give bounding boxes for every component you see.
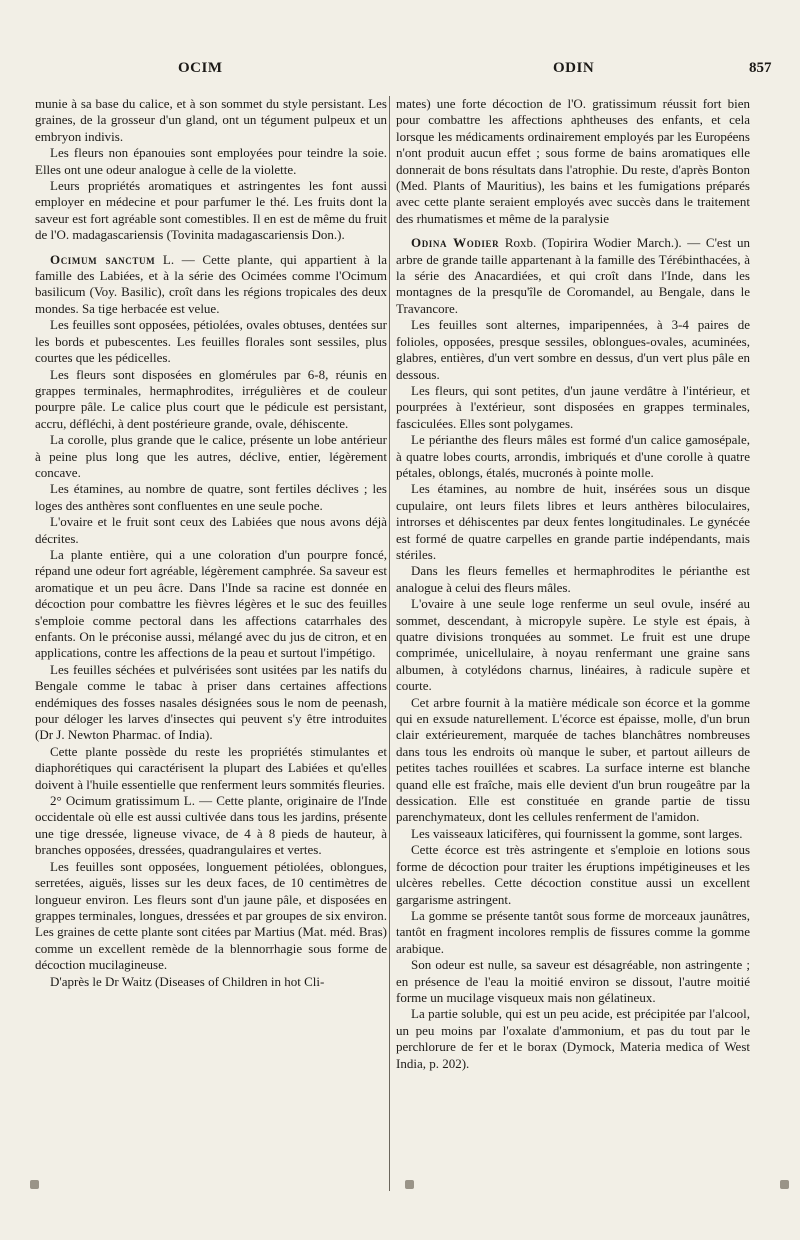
text-paragraph (396, 908, 750, 957)
text-paragraph (396, 1006, 750, 1072)
paragraph-text: L. — Cette plante, qui appartient à la famille des Labiées, et à la série des Ocimées comme l'Ocimum basilicum (Voy. Basilic), croît dans les régions tropicales des deux mondes. Sa tige herbacée est velue. (35, 251, 387, 316)
scan-mark (405, 1180, 414, 1189)
scan-mark (780, 1180, 789, 1189)
text-paragraph (396, 317, 750, 383)
text-paragraph (396, 826, 750, 842)
paragraph-text: Roxb. (Topirira Wodier March.). — C'est un arbre de grande taille appartenant à la famille des Térébinthacées, à la série des Anacardiées, et qui croît dans l'Inde, dans les montagnes de la presqu'île de Coromandel, au Bengale, dans le Travancore. (396, 235, 750, 316)
left-column (35, 96, 387, 1206)
text-paragraph (396, 695, 750, 826)
paragraph-text: munie à sa base du calice, et à son sommet du style persistant. Les graines, de la grosseur d'un gland, ont un tégument pulpeux et un embryon indivis. (35, 96, 387, 144)
paragraph-text: Les vaisseaux laticifères, qui fournissent la gomme, sont larges. (411, 825, 743, 841)
paragraph-text: Le périanthe des fleurs mâles est formé d'un calice gamosépale, à quatre lobes courts, arrondis, imbriqués et d'une corolle à quatre pétales, oblongs, étalés, mucronés à pointe molle. (396, 432, 750, 480)
paragraph-text: La plante entière, qui a une coloration d'un pourpre foncé, répand une odeur fort agréable, légèrement camphrée. Sa saveur est aromatique et un peu âcre. Dans l'Inde sa racine est donnée en décoction pour combattre les fièvres légères et le suc des feuilles s'emploie comme pectoral dans les affections catarrhales des enfants. On le préconise aussi, mélangé avec du jus de citron, et en applications, contre les affections de la peau et surtout l'impétigo. (35, 546, 387, 661)
paragraph-text: Cette écorce est très astringente et s'emploie en lotions sous forme de décoction pour traiter les éruptions impétigineuses et les ulcères rebelles. Cette décoction constitue aussi un excellent gargarisme astringent. (396, 842, 750, 907)
text-paragraph (35, 96, 387, 145)
text-paragraph (35, 859, 387, 974)
paragraph-text: Les feuilles sont opposées, pétiolées, ovales obtuses, dentées sur les bords et pubescentes. Les feuilles florales sont sessiles, plus courtes que les pédicelles. (35, 317, 387, 366)
text-paragraph (35, 662, 387, 744)
text-paragraph (35, 547, 387, 662)
paragraph-text: Cet arbre fournit à la matière médicale son écorce et la gomme qui en exsude naturellement. L'écorce est épaisse, molle, d'un brun clair extérieurement, marquée de taches blanchâtres nombreuses dans tous les endroits où manque le suber, et partout ailleurs de petites taches rouillées et scabres. La surface interne est blanche quand elle est fraîche, mais elle devient d'un brun rougeâtre par la dessication. Elle est constituée en grande partie de tissu parenchymateux, dont les cellules renferment de l'amidon. (396, 694, 750, 825)
text-paragraph (396, 383, 750, 432)
text-paragraph (35, 514, 387, 547)
paragraph-text: Les étamines, au nombre de huit, insérées sous un disque cupulaire, ont leurs filets libres et leurs anthères biloculaires, introrses et déhiscentes par deux fentes longitudinales. Le gynécée est formé de quatre carpelles en grande partie indépendants, mais stériles. (396, 481, 750, 562)
header-left-keyword: OCIM (178, 60, 223, 76)
paragraph-text: L'ovaire et le fruit sont ceux des Labiées que nous avons déjà décrites. (35, 514, 387, 546)
text-paragraph (396, 432, 750, 481)
paragraph-text: Les fleurs, qui sont petites, d'un jaune verdâtre à l'intérieur, et pourprées à l'extérieur, sont disposées en grappes terminales, fasciculées. Elles sont polygames. (396, 382, 750, 431)
paragraph-text: Cette plante possède du reste les propriétés stimulantes et diaphorétiques qui caractérisent la plupart des Labiées et qu'elles doivent à l'huile essentielle que renferment leurs sommités fleuries. (35, 743, 387, 792)
column-divider (389, 96, 390, 1191)
entry-headword: Odina Wodier (411, 235, 500, 251)
text-paragraph (35, 974, 387, 990)
text-paragraph (35, 793, 387, 859)
paragraph-text: Les feuilles sont alternes, imparipennées, à 3-4 paires de folioles, opposées, presque sessiles, oblongues-ovales, acuminées, glabres, entières, d'un vert sombre en dessus, d'un vert plus pâle en dessous. (396, 317, 750, 382)
paragraph-text: D'après le Dr Waitz (Diseases of Children in hot Cli- (50, 973, 325, 989)
text-paragraph (35, 367, 387, 433)
running-header (0, 60, 800, 86)
entry-paragraph (35, 252, 387, 318)
text-paragraph (396, 957, 750, 1006)
text-paragraph (396, 842, 750, 908)
text-paragraph (35, 432, 387, 481)
paragraph-text: Dans les fleurs femelles et hermaphrodites le périanthe est analogue à celui des fleurs mâles. (396, 563, 750, 595)
right-column (396, 96, 750, 1206)
paragraph-text: La corolle, plus grande que le calice, présente un lobe antérieur à peine plus long que les autres, déclive, entier, légèrement concave. (35, 432, 387, 480)
text-paragraph (396, 596, 750, 694)
text-paragraph (35, 145, 387, 178)
header-right-keyword: ODIN (553, 60, 595, 76)
text-paragraph (35, 178, 387, 244)
entry-headword: Ocimum sanctum (50, 251, 156, 267)
paragraph-text: Leurs propriétés aromatiques et astringentes les font aussi employer en médecine et pour parfumer le thé. Les fruits dont la saveur est fort agréable sont comestibles. Il en est de même du fruit de l'O. madagascariensis (Tovinita madagascariensis Don.). (35, 178, 387, 243)
paragraph-text: 2° Ocimum gratissimum L. — Cette plante, originaire de l'Inde occidentale où elle est aussi cultivée dans tous les jardins, présente une tige dressée, ligneuse vivace, de 4 à 8 pieds de hauteur, à branches opposées, dressées, quadrangulaires et vertes. (35, 793, 387, 858)
paragraph-text: Les fleurs sont disposées en glomérules par 6-8, réunis en grappes terminales, hermaphrodites, irrégulières et de couleur pourpre pâle. Le calice plus court que le pédicule est persistant, accru, défléchi, à dent postérieure grande, ovale, déhiscente. (35, 366, 387, 431)
paragraph-text: Les feuilles sont opposées, longuement pétiolées, oblongues, serretées, aiguës, lisses sur les deux faces, de 10 centimètres de longueur environ. Les fleurs sont d'un jaune pâle, et disposées en grappes terminales, longues, dressées et par groupes de six environ. Les graines de cette plante sont citées par Martius (Mat. méd. Bras) comme un excellent remède de la blennorrhagie sous forme de décoction mucilagineuse. (35, 858, 387, 973)
paragraph-text: L'ovaire à une seule loge renferme un seul ovule, inséré au sommet, descendant, à micropyle supère. Le style est épais, à quatre divisions tronquées au sommet. Le fruit est une drupe comprimée, unicellulaire, à noyau renfermant une graine sans albumen, à cotylédons charnus, linéaires, à radicule supère et courte. (396, 596, 750, 694)
paragraph-text: La partie soluble, qui est un peu acide, est précipitée par l'alcool, un peu moins par l'oxalate d'ammonium, et pas du tout par le perchlorure de fer et le borax (Dymock, Materia medica of West India, p. 202). (396, 1006, 750, 1071)
paragraph-text: La gomme se présente tantôt sous forme de morceaux jaunâtres, tantôt en fragment incolores remplis de fissures comme la gomme arabique. (396, 907, 750, 956)
text-paragraph (35, 744, 387, 793)
text-paragraph (35, 317, 387, 366)
scan-mark (30, 1180, 39, 1189)
paragraph-text: mates) une forte décoction de l'O. gratissimum réussit fort bien pour combattre les affections aphtheuses des enfants, et cela lorsque les médicaments ordinairement employés par les Européens n'ont produit aucun effet ; sous forme de bains aromatiques elle donnerait de bons résultats dans l'atrophie. Du reste, d'après Bonton (Med. Plants of Mauritius), les bains et les fumigations préparés avec cette plante seraient employés avec succès dans le traitement des rhumatismes et même de la paralysie (396, 96, 750, 226)
text-paragraph (396, 481, 750, 563)
paragraph-text: Les feuilles séchées et pulvérisées sont usitées par les natifs du Bengale comme le tabac à priser dans certaines affections endémiques des fosses nasales désignées sous le nom de peenash, pour déloger les larves d'insectes qui peuvent s'y être introduites (Dr J. Newton Pharmac. of India). (35, 661, 387, 743)
paragraph-text: Les fleurs non épanouies sont employées pour teindre la soie. Elles ont une odeur analogue à celle de la violette. (35, 145, 387, 177)
text-paragraph (396, 563, 750, 596)
text-paragraph (35, 481, 387, 514)
text-paragraph (396, 96, 750, 227)
page-number: 857 (749, 60, 772, 76)
paragraph-text: Son odeur est nulle, sa saveur est désagréable, non astringente ; en présence de l'eau la moitié environ se dissout, l'autre moitié forme un mucilage visqueux mais non gélatineux. (396, 957, 750, 1005)
entry-paragraph (396, 235, 750, 317)
paragraph-text: Les étamines, au nombre de quatre, sont fertiles déclives ; les loges des anthères sont confluentes en une seule poche. (35, 481, 387, 513)
